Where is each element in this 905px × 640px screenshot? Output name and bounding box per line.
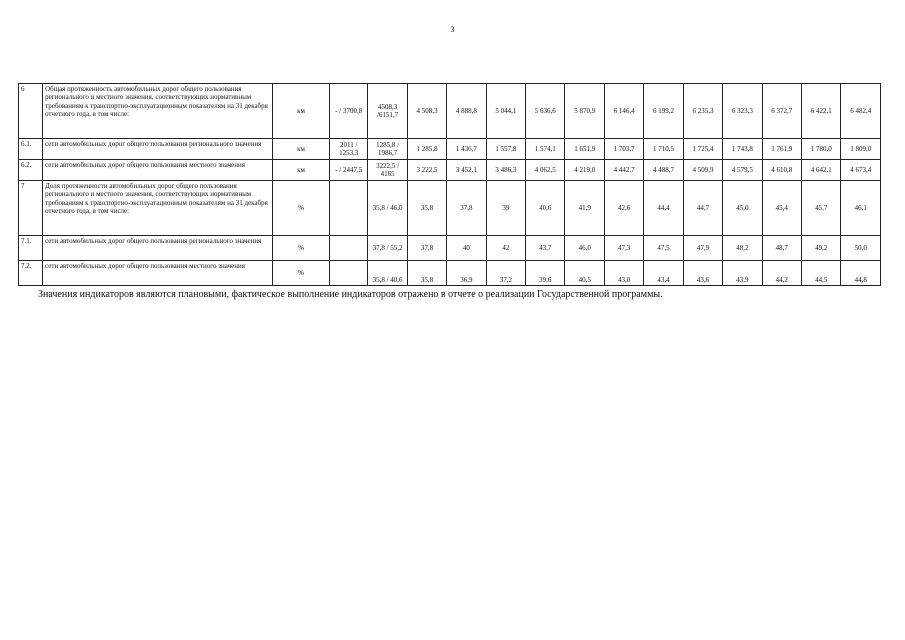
- value-cell: 1 725,4: [683, 139, 722, 160]
- value-cell: 6 482,4: [841, 84, 881, 139]
- value-cell: 49,2: [802, 236, 841, 261]
- value-cell: 36,9: [447, 261, 486, 286]
- value-cell: 43,0: [604, 261, 643, 286]
- value-cell: 47,9: [683, 236, 722, 261]
- row-number: 7.2.: [19, 261, 43, 286]
- value-cell: 37,8: [447, 181, 486, 236]
- table-row: [19, 261, 881, 286]
- value-cell: 1 557,8: [486, 139, 525, 160]
- value-cell: 45,0: [723, 181, 762, 236]
- prev-value-cell: 35,8 / 46,0: [368, 181, 407, 236]
- base-value-cell: 2011 / 1253,3: [330, 139, 368, 160]
- value-cell: 43,9: [723, 261, 762, 286]
- prev-value-cell: 37,8 / 55,2: [368, 236, 407, 261]
- prev-value-cell: 35,8 / 40,6: [368, 261, 407, 286]
- value-cell: 4 508,3: [407, 84, 446, 139]
- table-row: [19, 181, 881, 236]
- indicator-name: сети автомобильных дорог общего пользования местного значения: [43, 261, 273, 286]
- value-cell: 39: [486, 181, 525, 236]
- value-cell: 6 235,3: [683, 84, 722, 139]
- value-cell: 1 651,9: [565, 139, 604, 160]
- indicator-name: Общая протяженность автомобильных дорог общего пользования регионального и местного значения, соответствующих нормативным требованиям к транспортно-эксплуатационным показателям на 31 декабря отчетного года, в том числе:: [43, 84, 273, 139]
- value-cell: 44,4: [644, 181, 683, 236]
- value-cell: 45,7: [802, 181, 841, 236]
- value-cell: 44,7: [683, 181, 722, 236]
- value-cell: 47,5: [644, 236, 683, 261]
- value-cell: 4 888,8: [447, 84, 486, 139]
- value-cell: 42: [486, 236, 525, 261]
- prev-value-cell: 1285,8 / 1986,7: [368, 139, 407, 160]
- value-cell: 3 452,1: [447, 160, 486, 181]
- value-cell: 3 486,3: [486, 160, 525, 181]
- value-cell: 1 809,0: [841, 139, 881, 160]
- value-cell: 37,2: [486, 261, 525, 286]
- indicator-name: сети автомобильных дорог общего пользования регионального значения: [43, 139, 273, 160]
- page-number: 3: [450, 25, 455, 34]
- value-cell: 48,7: [762, 236, 801, 261]
- prev-value-cell: 4508,3 /6151,7: [368, 84, 407, 139]
- value-cell: 35,8: [407, 261, 446, 286]
- value-cell: 6 422,1: [802, 84, 841, 139]
- value-cell: 46,1: [841, 181, 881, 236]
- row-number: 7: [19, 181, 43, 236]
- value-cell: 40,6: [526, 181, 565, 236]
- value-cell: 6 372,7: [762, 84, 801, 139]
- value-cell: 1 436,7: [447, 139, 486, 160]
- value-cell: 43,7: [526, 236, 565, 261]
- value-cell: 4 579,5: [723, 160, 762, 181]
- value-cell: 4 219,0: [565, 160, 604, 181]
- value-cell: 4 673,4: [841, 160, 881, 181]
- value-cell: 47,3: [604, 236, 643, 261]
- value-cell: 48,2: [723, 236, 762, 261]
- value-cell: 1 743,8: [723, 139, 762, 160]
- value-cell: 6 146,4: [604, 84, 643, 139]
- value-cell: 4 488,7: [644, 160, 683, 181]
- base-value-cell: - / 2447,5: [330, 160, 368, 181]
- table-row: [19, 139, 881, 160]
- unit-cell: %: [273, 236, 330, 261]
- value-cell: 5 870,9: [565, 84, 604, 139]
- value-cell: 45,4: [762, 181, 801, 236]
- base-value-cell: [330, 181, 368, 236]
- value-cell: 5 636,6: [526, 84, 565, 139]
- table-row: [19, 84, 881, 139]
- base-value-cell: - / 3700,8: [330, 84, 368, 139]
- value-cell: 46,0: [565, 236, 604, 261]
- row-number: 6.1.: [19, 139, 43, 160]
- value-cell: 40: [447, 236, 486, 261]
- value-cell: 3 222,5: [407, 160, 446, 181]
- unit-cell: км: [273, 160, 330, 181]
- value-cell: 41,9: [565, 181, 604, 236]
- value-cell: 1 710,5: [644, 139, 683, 160]
- row-number: 7.1.: [19, 236, 43, 261]
- indicator-name: сети автомобильных дорог общего пользования регионального значения: [43, 236, 273, 261]
- base-value-cell: [330, 236, 368, 261]
- unit-cell: км: [273, 84, 330, 139]
- base-value-cell: [330, 261, 368, 286]
- value-cell: 1 285,8: [407, 139, 446, 160]
- value-cell: 44,5: [802, 261, 841, 286]
- indicator-name: Доля протяженности автомобильных дорог общего пользования регионального и местного значения, соответствующих нормативным требованиям к транспортно-эксплуатационным показателям на 31 декабря отчетного года, в том числе:: [43, 181, 273, 236]
- indicators-table: [18, 83, 881, 286]
- value-cell: 40,5: [565, 261, 604, 286]
- value-cell: 5 044,1: [486, 84, 525, 139]
- value-cell: 50,0: [841, 236, 881, 261]
- value-cell: 4 062,5: [526, 160, 565, 181]
- value-cell: 4 442,7: [604, 160, 643, 181]
- value-cell: 44,8: [841, 261, 881, 286]
- unit-cell: км: [273, 139, 330, 160]
- table-row: [19, 236, 881, 261]
- prev-value-cell: 3222,5 / 4165: [368, 160, 407, 181]
- footnote: Значения индикаторов являются плановыми, фактическое выполнение индикаторов отражено в отчете о реализации Государственной программы.: [38, 289, 663, 300]
- value-cell: 43,6: [683, 261, 722, 286]
- row-number: 6.2.: [19, 160, 43, 181]
- value-cell: 35,8: [407, 181, 446, 236]
- value-cell: 42,6: [604, 181, 643, 236]
- table-row: [19, 160, 881, 181]
- value-cell: 43,4: [644, 261, 683, 286]
- value-cell: 1 574,1: [526, 139, 565, 160]
- value-cell: 37,8: [407, 236, 446, 261]
- row-number: 6: [19, 84, 43, 139]
- value-cell: 1 703,7: [604, 139, 643, 160]
- value-cell: 6 323,3: [723, 84, 762, 139]
- unit-cell: %: [273, 181, 330, 236]
- value-cell: 1 761,9: [762, 139, 801, 160]
- value-cell: 4 610,8: [762, 160, 801, 181]
- value-cell: 39,6: [526, 261, 565, 286]
- unit-cell: %: [273, 261, 330, 286]
- value-cell: 4 509,9: [683, 160, 722, 181]
- value-cell: 44,2: [762, 261, 801, 286]
- value-cell: 4 642,1: [802, 160, 841, 181]
- indicator-name: сети автомобильных дорог общего пользования местного значения: [43, 160, 273, 181]
- value-cell: 6 199,2: [644, 84, 683, 139]
- value-cell: 1 780,0: [802, 139, 841, 160]
